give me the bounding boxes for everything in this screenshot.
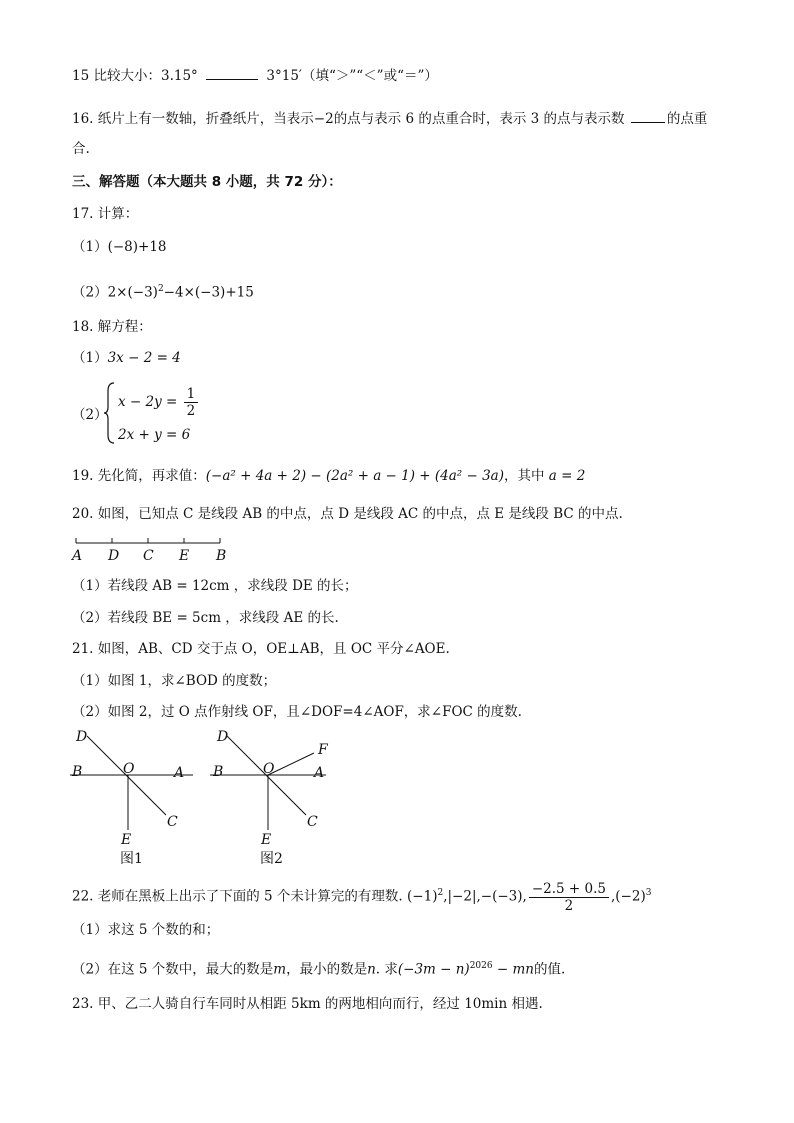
answer-blank xyxy=(206,67,258,80)
system-brace xyxy=(104,381,116,445)
point-label-e: E xyxy=(261,832,272,848)
exponent: 3 xyxy=(645,888,652,898)
question-16-cont: 合. xyxy=(72,141,90,157)
question-23: 23. 甲、乙二人骑自行车同时从相距 5km 的两地相向而行，经过 10min 相遇. xyxy=(72,996,543,1012)
exponent: 2 xyxy=(437,888,444,898)
segment-figure xyxy=(70,536,240,564)
question-text: 3°15′（填“＞”“＜”或“＝”） xyxy=(266,68,438,84)
numerator: −2.5 + 0.5 xyxy=(529,881,609,898)
q17-part-2 xyxy=(72,280,254,302)
denominator: 2 xyxy=(564,897,574,914)
part-label: （1） xyxy=(72,239,108,255)
math-expression: (−3m − n) xyxy=(397,961,470,978)
point-label-e: E xyxy=(121,832,132,848)
fraction xyxy=(529,881,609,914)
question-text: ，其中 xyxy=(504,468,545,484)
math-expression: 2×(−3) xyxy=(107,284,158,301)
math-expression: −4×(−3)+15 xyxy=(163,284,254,301)
question-number: 15 xyxy=(72,68,90,84)
exponent: 2026 xyxy=(469,961,493,971)
math-value: ,(−2) xyxy=(610,888,646,905)
question-text: 的点重 xyxy=(666,111,708,127)
question-22 xyxy=(72,873,651,917)
question-text: . 求 xyxy=(375,961,398,978)
question-text: （2）在这 5 个数中，最大的数是 xyxy=(72,961,274,978)
point-label-c: C xyxy=(307,814,318,830)
question-16 xyxy=(72,110,707,128)
answer-blank xyxy=(631,110,665,123)
part-label: （2） xyxy=(72,284,108,301)
question-text: ，最小的数是 xyxy=(286,961,368,978)
figure-caption: 图1 xyxy=(120,851,143,867)
section-title: 三、解答题（本大题共 8 小题，共 72 分）： xyxy=(72,174,342,190)
point-label-c: C xyxy=(143,548,154,564)
angle-figure-1 xyxy=(68,726,198,868)
q17-part-1 xyxy=(72,238,167,256)
math-variable: n xyxy=(367,961,376,978)
q22-part-2 xyxy=(72,957,565,979)
point-label-o: O xyxy=(263,761,275,777)
figure-caption: 图2 xyxy=(260,851,283,867)
q18-part-1 xyxy=(72,349,181,367)
question-text: 纸片上有一数轴，折叠纸片，当表示 xyxy=(97,111,314,127)
part-label: （1） xyxy=(72,350,108,366)
system-equation-2: 2x + y = 6 xyxy=(118,427,191,443)
math-expression: (−8)+18 xyxy=(107,239,167,255)
q22-part-1: （1）求这 5 个数的和； xyxy=(72,922,220,938)
numerator: 1 xyxy=(184,386,199,403)
math-value: ,|−2|,−(−3), xyxy=(443,888,527,905)
math-expression: 3x − 2 = 4 xyxy=(107,350,181,366)
point-label-f: F xyxy=(318,742,328,758)
math-variable: m xyxy=(273,961,287,978)
q21-part-2: （2）如图 2，过 O 点作射线 OF，且∠DOF=4∠AOF，求∠FOC 的度数. xyxy=(72,704,522,720)
math-expression: x − 2y = xyxy=(118,394,178,410)
question-21: 21. 如图，AB、CD 交于点 O，OE⊥AB，且 OC 平分∠AOE. xyxy=(72,641,450,657)
point-label-d: D xyxy=(108,548,120,564)
exponent: 2 xyxy=(157,284,164,294)
math-expression: − mn xyxy=(492,961,534,978)
q20-part-1: （1）若线段 AB = 12cm ，求线段 DE 的长； xyxy=(72,578,358,594)
question-17: 17. 计算： xyxy=(72,206,139,222)
question-text: 的值. xyxy=(534,961,566,978)
question-number: 16. xyxy=(72,111,94,127)
question-text: 比较大小：3.15° xyxy=(93,68,198,84)
math-value: (−1) xyxy=(407,888,438,905)
point-label-b: B xyxy=(213,764,224,780)
question-text: 19. 先化简，再求值： xyxy=(72,468,206,484)
denominator: 2 xyxy=(186,403,196,419)
point-label-a: A xyxy=(174,765,185,781)
question-text: 的点与表示 6 的点重合时，表示 3 的点与表示数 xyxy=(333,111,625,127)
question-20: 20. 如图，已知点 C 是线段 AB 的中点，点 D 是线段 AC 的中点，点 E 是线段 BC 的中点. xyxy=(72,506,623,522)
point-label-a: A xyxy=(314,765,325,781)
point-label-b: B xyxy=(72,764,83,780)
fraction xyxy=(184,386,199,419)
point-label-b: B xyxy=(216,548,227,564)
question-18: 18. 解方程： xyxy=(72,319,152,335)
point-label-e: E xyxy=(179,548,190,564)
point-label-d: D xyxy=(76,729,88,745)
point-label-o: O xyxy=(123,761,135,777)
point-label-d: D xyxy=(217,729,229,745)
point-label-a: A xyxy=(72,548,83,564)
system-equation-1 xyxy=(118,384,200,420)
math-expression: a = 2 xyxy=(548,468,586,484)
q18-part-2-label: （2） xyxy=(72,407,108,423)
question-15 xyxy=(72,67,438,85)
angle-figure-2 xyxy=(208,726,338,868)
math-expression: (−a² + 4a + 2) − (2a² + a − 1) + (4a² − 3a) xyxy=(205,468,504,484)
q20-part-2: （2）若线段 BE = 5cm ，求线段 AE 的长. xyxy=(72,610,339,626)
q21-part-1: （1）如图 1，求∠BOD 的度数； xyxy=(72,673,277,689)
question-text: 22. 老师在黑板上出示了下面的 5 个未计算完的有理数. xyxy=(72,888,403,905)
point-label-c: C xyxy=(167,814,178,830)
math-value: −2 xyxy=(313,111,334,127)
question-19 xyxy=(72,467,585,485)
